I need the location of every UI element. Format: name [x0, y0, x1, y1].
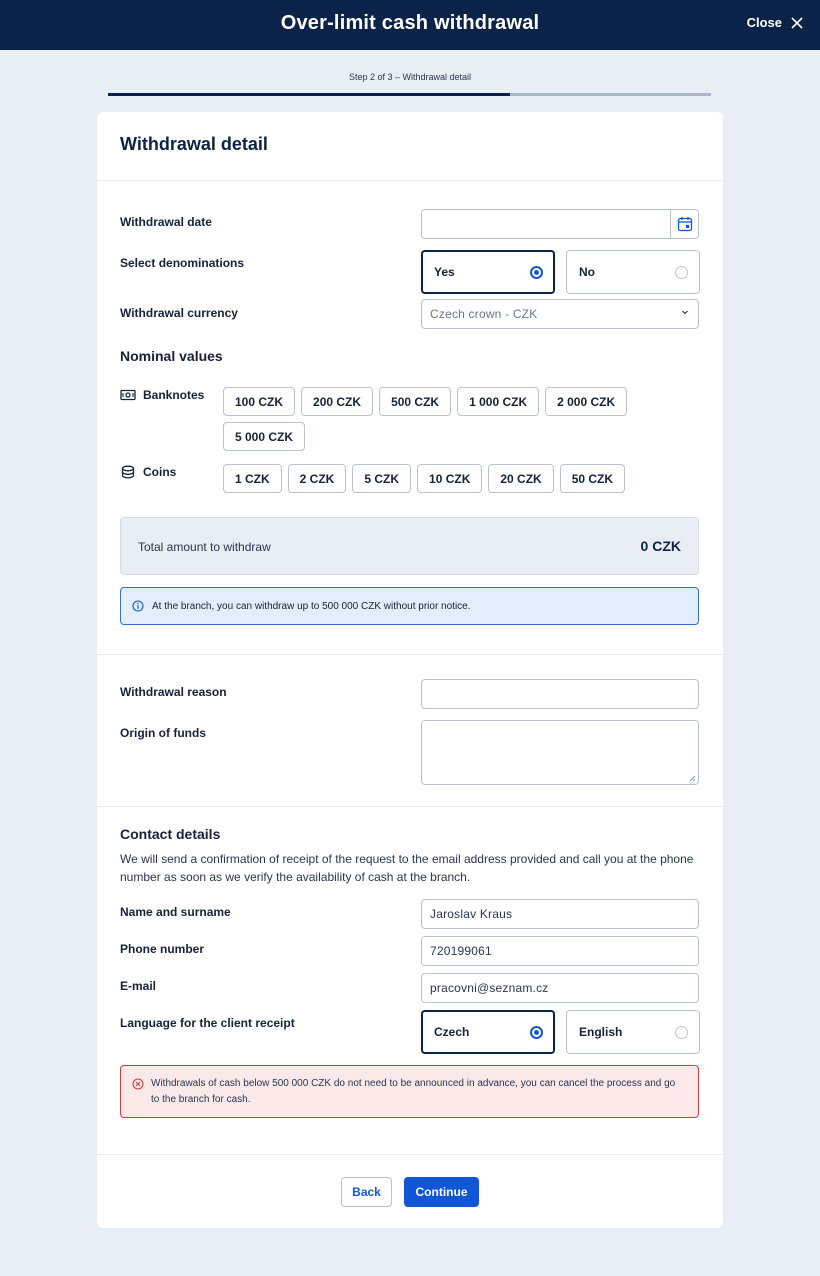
coin-chip[interactable]: 20 CZK	[488, 464, 553, 493]
divider	[97, 180, 723, 181]
language-english-label: English	[579, 1025, 623, 1039]
currency-label: Withdrawal currency	[120, 306, 238, 320]
withdrawal-date-input[interactable]	[421, 209, 699, 239]
back-button[interactable]: Back	[341, 1177, 392, 1207]
banknotes-label-group	[120, 388, 204, 402]
info-notice	[120, 587, 699, 625]
radio-indicator	[530, 266, 543, 279]
banknote-chip[interactable]: 100 CZK	[223, 387, 295, 416]
coins-icon	[120, 465, 136, 479]
denominations-yes-label: Yes	[434, 265, 455, 279]
banknote-chip[interactable]: 1 000 CZK	[457, 387, 539, 416]
progress-bar	[108, 93, 711, 96]
error-notice	[120, 1065, 699, 1118]
error-icon	[132, 1078, 144, 1090]
banknote-chip[interactable]: 500 CZK	[379, 387, 451, 416]
progress-fill	[108, 93, 510, 96]
radio-indicator	[675, 1026, 688, 1039]
divider	[97, 1154, 723, 1155]
total-amount-box	[120, 517, 699, 575]
info-notice-text: At the branch, you can withdraw up to 500 000 CZK without prior notice.	[152, 600, 471, 612]
phone-input[interactable]	[421, 936, 699, 966]
calendar-button[interactable]	[670, 210, 698, 238]
banknote-chips	[223, 387, 643, 451]
origin-label: Origin of funds	[120, 726, 206, 740]
error-notice-text: Withdrawals of cash below 500 000 CZK do not need to be announced in advance, you can cancel the process and go to the branch for cash.	[151, 1078, 676, 1105]
resize-grip-icon[interactable]	[688, 774, 696, 782]
chevron-down-icon	[681, 308, 689, 316]
coin-chip[interactable]: 2 CZK	[288, 464, 347, 493]
banknote-icon	[120, 389, 136, 401]
phone-value: 720199061	[430, 944, 492, 958]
total-amount-label: Total amount to withdraw	[138, 540, 271, 554]
calendar-icon	[677, 216, 693, 232]
coin-chip[interactable]: 50 CZK	[560, 464, 625, 493]
coins-label-group	[120, 465, 176, 479]
language-czech-radio[interactable]	[421, 1010, 555, 1054]
phone-label: Phone number	[120, 942, 205, 956]
withdrawal-date-label: Withdrawal date	[120, 215, 212, 229]
currency-select[interactable]	[421, 299, 699, 329]
close-icon	[790, 16, 804, 30]
close-label: Close	[746, 15, 782, 30]
contact-heading: Contact details	[120, 826, 221, 842]
reason-input[interactable]	[421, 679, 699, 709]
name-label: Name and surname	[120, 905, 231, 919]
origin-textarea[interactable]	[421, 720, 699, 785]
language-label: Language for the client receipt	[120, 1016, 295, 1030]
denominations-yes-radio[interactable]	[421, 250, 555, 294]
info-icon	[132, 600, 144, 612]
step-indicator: Step 2 of 3 – Withdrawal detail	[348, 72, 472, 82]
radio-indicator	[675, 266, 688, 279]
name-input[interactable]	[421, 899, 699, 929]
denominations-no-label: No	[579, 265, 595, 279]
card-title: Withdrawal detail	[120, 134, 268, 154]
reason-label: Withdrawal reason	[120, 685, 227, 699]
radio-indicator	[530, 1026, 543, 1039]
name-value: Jaroslav Kraus	[430, 907, 513, 921]
denominations-no-radio[interactable]	[566, 250, 700, 294]
coins-label: Coins	[143, 465, 177, 479]
withdrawal-card	[97, 112, 723, 1228]
banknote-chip[interactable]: 200 CZK	[301, 387, 373, 416]
denominations-label: Select denominations	[120, 256, 245, 270]
header-bar	[0, 0, 820, 50]
language-english-radio[interactable]	[566, 1010, 700, 1054]
continue-button[interactable]: Continue	[404, 1177, 479, 1207]
total-amount-value: 0 CZK	[640, 538, 681, 554]
coin-chip[interactable]: 5 CZK	[352, 464, 411, 493]
close-button[interactable]	[747, 15, 804, 30]
email-label: E-mail	[120, 979, 157, 993]
banknote-chip[interactable]: 5 000 CZK	[223, 422, 305, 451]
page-title: Over-limit cash withdrawal	[280, 12, 540, 34]
contact-description: We will send a confirmation of receipt of the request to the email address provided and call you at the phone number as soon as we verify the availability of cash at the branch.	[120, 852, 694, 884]
coin-chip[interactable]: 10 CZK	[417, 464, 482, 493]
coin-chip[interactable]: 1 CZK	[223, 464, 282, 493]
divider	[97, 654, 723, 655]
email-value: pracovni@seznam.cz	[430, 981, 549, 995]
email-input[interactable]	[421, 973, 699, 1003]
coin-chips	[223, 464, 643, 493]
banknote-chip[interactable]: 2 000 CZK	[545, 387, 627, 416]
currency-value: Czech crown - CZK	[430, 307, 538, 321]
nominal-values-heading: Nominal values	[120, 348, 223, 364]
language-czech-label: Czech	[434, 1025, 470, 1039]
banknotes-label: Banknotes	[143, 388, 205, 402]
divider	[97, 806, 723, 807]
